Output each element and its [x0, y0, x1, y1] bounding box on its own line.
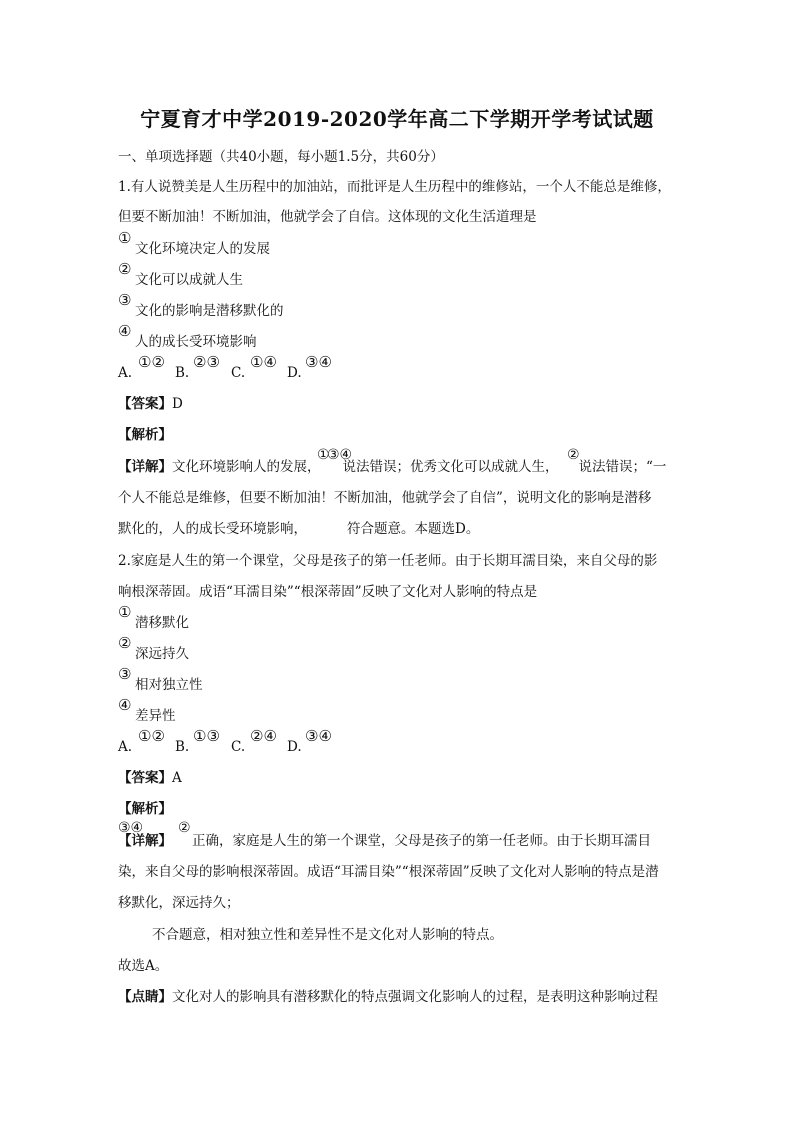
q1-answer-value: D — [172, 396, 183, 412]
q2-choice-b: B. — [175, 739, 190, 755]
q2-answer-value: A — [172, 770, 182, 786]
q2-answer-label: 【答案】 — [118, 770, 172, 786]
q1-detail-mark1: ① — [317, 447, 330, 463]
q1-analysis-label: 【解析】 — [118, 427, 172, 443]
q1-option1-text: 文化环境决定人的发展 — [135, 241, 270, 257]
q2-tip-text: 文化对人的影响具有潜移默化的特点强调文化影响人的过程，是表明这种影响过程 — [172, 989, 658, 1005]
q1-detail-line2: 个人不能总是维修，但要不断加油！不断加油，他就学会了自信”，说明文化的影响是潜移 — [118, 490, 652, 506]
q2-option2-text: 深远持久 — [135, 646, 189, 662]
q2-choice-d-marks: ③④ — [305, 727, 332, 745]
q1-detail-mark1b: ③④ — [327, 447, 353, 463]
q2-option1-mark: ① — [118, 603, 132, 621]
q2-tip-label: 【点睛】 — [118, 989, 172, 1005]
q1-answer — [118, 395, 183, 413]
page-title: 宁夏育才中学2019-2020学年高二下学期开学考试试题 — [140, 107, 654, 131]
q2-detail-line3: 移默化，深远持久； — [118, 895, 240, 911]
q1-answer-label: 【答案】 — [118, 396, 172, 412]
q2-analysis-label: 【解析】 — [118, 801, 172, 817]
q1-option3-text: 文化的影响是潜移默化的 — [135, 303, 284, 319]
q2-detail-label: 【详解】 — [118, 833, 172, 849]
q1-detail-text-c: 说法错误；“一 — [578, 459, 667, 475]
q2-choice-c-marks: ②④ — [250, 727, 277, 745]
q1-choice-c-marks: ①④ — [250, 353, 277, 371]
q2-choice-b-marks: ①③ — [193, 727, 220, 745]
q2-option3-mark: ③ — [118, 665, 132, 683]
q1-choice-b-marks: ②③ — [193, 353, 220, 371]
q1-detail-text-b: 说法错误；优秀文化可以成就人生， — [342, 459, 559, 475]
q1-detail-line3 — [118, 520, 479, 538]
q1-option1-mark: ① — [118, 229, 132, 247]
q2-option3-text: 相对独立性 — [135, 677, 203, 693]
q2-detail-text1: 正确，家庭是人生的第一个课堂，父母是孩子的第一任老师。由于长期耳濡目 — [192, 833, 651, 849]
q2-detail-line4: 不合题意，相对独立性和差异性不是文化对人影响的特点。 — [152, 927, 503, 943]
q2-option1-text: 潜移默化 — [135, 615, 189, 631]
q1-option2-text: 文化可以成就人生 — [135, 272, 243, 288]
q2-stem-line1: 2.家庭是人生的第一个课堂，父母是孩子的第一任老师。由于长期耳濡目染，来自父母的影 — [118, 553, 658, 569]
q1-detail-line1 — [118, 458, 666, 476]
q2-stem-line2: 响根深蒂固。成语“耳濡目染”“根深蒂固”反映了文化对人影响的特点是 — [118, 584, 538, 600]
q2-choice-c: C. — [231, 739, 246, 755]
q1-option2-mark: ② — [118, 260, 132, 278]
q1-detail-mark2: ② — [567, 447, 580, 463]
q1-choice-d: D. — [287, 365, 302, 381]
q1-detail-label: 【详解】 — [118, 459, 172, 475]
q2-conclusion: 故选A。 — [118, 958, 169, 974]
q2-detail-line1 — [118, 832, 651, 850]
q2-detail-mark-b: ② — [178, 820, 191, 836]
q1-detail-text-a: 文化环境影响人的发展， — [172, 459, 321, 475]
q1-choice-c: C. — [231, 365, 246, 381]
q2-detail-line2: 染，来自父母的影响根深蒂固。成语“耳濡目染”“根深蒂固”反映了文化对人影响的特点是潜 — [118, 864, 659, 880]
q1-option3-mark: ③ — [118, 291, 132, 309]
q1-stem-line2: 但要不断加油！不断加油，他就学会了自信。这体现的文化生活道理是 — [118, 209, 537, 225]
q1-choice-b: B. — [175, 365, 190, 381]
q1-option4-mark: ④ — [118, 322, 132, 340]
q2-choice-a: A. — [118, 739, 133, 755]
q1-detail-line3-a: 默化的，人的成长受环境影响， — [118, 521, 307, 537]
q2-choice-a-marks: ①② — [138, 727, 165, 745]
q2-option4-text: 差异性 — [135, 708, 176, 724]
q2-choice-d: D. — [287, 739, 302, 755]
q1-stem-line1: 1.有人说赞美是人生历程中的加油站，而批评是人生历程中的维修站，一个人不能总是维修， — [118, 179, 671, 195]
q1-choice-d-marks: ③④ — [305, 353, 332, 371]
q2-answer — [118, 769, 182, 787]
q2-option4-mark: ④ — [118, 696, 132, 714]
q2-option2-mark: ② — [118, 634, 132, 652]
q2-tip — [118, 988, 658, 1006]
q1-choice-a: A. — [118, 365, 133, 381]
q1-choice-a-marks: ①② — [138, 353, 165, 371]
q1-option4-text: 人的成长受环境影响 — [135, 334, 257, 350]
q2-detail-mark-a: ③④ — [118, 820, 144, 836]
section-heading: 一、单项选择题（共40小题，每小题1.5分，共60分） — [118, 149, 444, 165]
q1-detail-line3-b: 符合题意。本题选D。 — [347, 521, 480, 537]
